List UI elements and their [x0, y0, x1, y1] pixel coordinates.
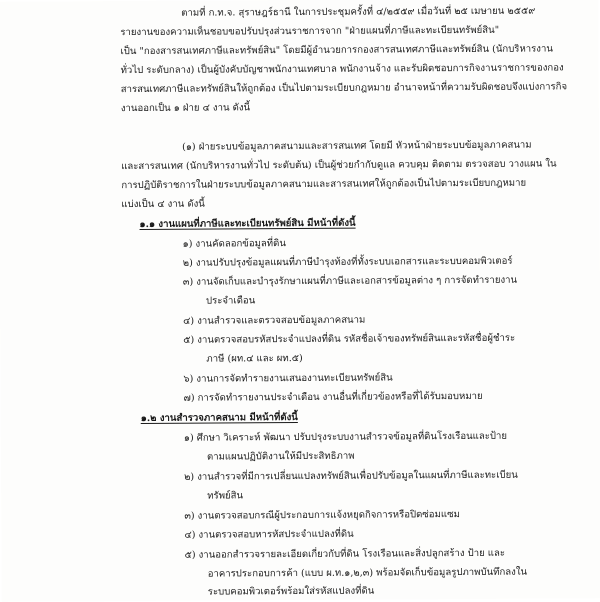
- list12-item-5-cont-1: อาคารประกอบการค้า (แบบ ผ.ท.๑,๒,๓) พร้อมจัดเก็บข้อมูลรูปภาพบันทึกลงใน: [207, 566, 528, 580]
- list12-item-2-cont: ทรัพย์สิน: [207, 490, 244, 502]
- list12-item-1: ๑) ศึกษา วิเคราะห์ พัฒนา ปรับปรุงระบบงานสำรวจข้อมูลที่ดินโรงเรือนและป้าย: [183, 430, 508, 444]
- list11-item-5: ๕) งานตรวจสอบรหัสประจำแปลงที่ดิน รหัสชื่อเจ้าของทรัพย์สินและรหัสชื่อผู้ชำระ: [183, 332, 516, 346]
- list12-item-2: ๒) งานสำรวจที่มีการเปลี่ยนแปลงทรัพย์สินเพื่อปรับข้อมูลในแผนที่ภาษีและทะเบียน: [184, 469, 518, 483]
- list11-item-3-cont: ประจำเดือน: [205, 295, 256, 307]
- list11-item-7: ๗) การจัดทำรายงานประจำเดือน งานอื่นที่เกี่ยวข้องหรือที่ได้รับมอบหมาย: [183, 390, 483, 404]
- list11-item-1: ๑) งานคัดลอกข้อมูลที่ดิน: [182, 238, 286, 250]
- section1-line-2: และสารสนเทศ (นักบริหารงานทั่วไป ระดับต้น) เป็นผู้ช่วยกำกับดูแล ควบคุม ติดตาม ตรวจสอบ วางแผน ใน: [121, 158, 557, 173]
- list11-item-2: ๒) งานปรับปรุงข้อมูลแผนที่ภาษีบำรุงท้องที่ทั้งระบบเอกสารและระบบคอมพิวเตอร์: [182, 255, 513, 269]
- list11-item-5-cont: ภาษี (ผท.๔ และ ผท.๕): [206, 352, 303, 365]
- section1-line-3: การปฏิบัติราชการในฝ่ายระบบข้อมูลภาคสนามและสารสนเทศให้ถูกต้องเป็นไปตามระเบียบกฎหมาย: [121, 177, 527, 192]
- heading-1-1: ๑.๑ งานแผนที่ภาษีและทะเบียนทรัพย์สิน มีหน้าที่ดังนี้: [139, 217, 356, 230]
- intro-line-2: รายงานของความเห็นชอบขอปรับปรุงส่วนราชการจาก "ฝ่ายแผนที่ภาษีและทะเบียนทรัพย์สิน": [120, 24, 500, 39]
- list11-item-4: ๔) งานสำรวจและตรวจสอบข้อมูลภาคสนาม: [183, 314, 366, 327]
- intro-line-4: ทั่วไป ระดับกลาง) เป็นผู้บังคับบัญชาพนักงานเทศบาล พนักงานจ้าง และรับผิดชอบการกิจงานราชการของกอง: [120, 62, 564, 77]
- intro-line-3: เป็น "กองสารสนเทศภาษีและทรัพย์สิน" โดยมีผู้อำนวยการกองสารสนเทศภาษีและทรัพย์สิน (นักบริหารงาน: [120, 43, 553, 58]
- intro-line-5: สารสนเทศภาษีและทรัพย์สินให้ถูกต้อง เป็นไปตามระเบียบกฎหมาย อำนาจหน้าที่ความรับผิดชอบจึงแบ่งการกิจ: [120, 81, 568, 96]
- list12-item-4: ๔) งานตรวจสอบหารหัสประจำแปลงที่ดิน: [184, 528, 354, 541]
- list12-item-1-cont: ตามแผนปฏิบัติงานให้มีประสิทธิภาพ: [206, 450, 355, 463]
- intro-line-6: งานออกเป็น ๑ ฝ่าย ๔ งาน ดังนี้: [120, 102, 251, 115]
- list11-item-3: ๓) งานจัดเก็บและบำรุงรักษาแผนที่ภาษีและเอกสารข้อมูลต่าง ๆ การจัดทำรายงาน: [182, 274, 518, 288]
- section1-line-4: แบ่งเป็น ๔ งาน ดังนี้: [121, 198, 205, 211]
- heading-1-2: ๑.๒ งานสำรวจภาคสนาม มีหน้าที่ดังนี้: [140, 412, 298, 424]
- list12-item-3: ๓) งานตรวจสอบกรณีผู้ประกอบการแจ้งหยุดกิจการหรือปิดซ่อมแซม: [184, 509, 460, 522]
- section1-line-1: (๑) ฝ่ายระบบข้อมูลภาคสนามและสารสนเทศ โดยมี หัวหน้าฝ่ายระบบข้อมูลภาคสนาม: [182, 139, 532, 153]
- list12-item-5-cont-2: ระบบคอมพิวเตอร์พร้อมใส่รหัสแปลงที่ดิน: [207, 585, 375, 598]
- intro-line-1: ตามที่ ก.ท.จ. สุราษฎร์ธานี ในการประชุมครั้งที่ ๔/๒๕๕๙ เมื่อวันที่ ๒๕ เมษายน ๒๕๕๙: [181, 5, 536, 19]
- list11-item-6: ๖) งานการจัดทำรายงานเสนองานทะเบียนทรัพย์สิน: [183, 372, 393, 385]
- list12-item-5: ๕) งานออกสำรวจรายละเอียดเกี่ยวกับที่ดิน โรงเรือนและสิ่งปลูกสร้าง ป้าย และ: [184, 547, 506, 561]
